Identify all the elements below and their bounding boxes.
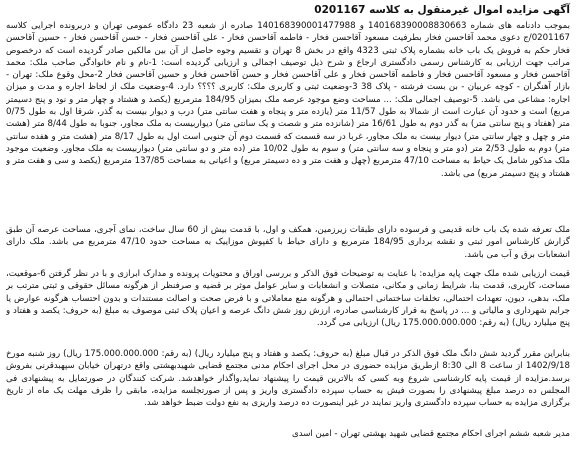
notice-paragraph-property-description: ملک تعرفه شده یک باب خانه قدیمی و فرسوده دارای طبقات زیرزمین، همکف و اول، با قدمت بیش از 60 سال ساخت، نمای آجری، مساحت عرصه آن طبق گزارش کارشناس امور ثبتی و نقشه برداری 184/95 مترمربع و دارای حیاط با کفپوش موزاییک به مساحت حدود 47/10 مترمربع می باشد. ملک دارای انشعابات برق و آب می باشد. bbox=[6, 225, 570, 260]
notice-paragraph-valuation: قیمت ارزیابی شده ملک جهت پایه مزایده: با عنایت به توضیحات فوق الذکر و بررسی اوراق و محتویات پرونده و مدارک ابرازی و با در نظر گرفتن 6-موقعیت، مساحت، کاربری، قدمت بنا، شرایط زمانی و مکانی، متصلات و انشعابات و سایر عوامل موثر بر قضیه و صرفنظر از هرگونه مسائل حقوقی و ثبتی مترتب بر ملک، بدهی، دیون، تعهدات احتمالی، تخلفات ساختمانی احتمالی و هرگونه منع معاملاتی و با فرض صحت و اصالت مستندات و بدون احتساب هرگونه عوارض یا جرایم شهرداری و مالیاتی و ... در پاسخ به قرار کارشناسی صادره، ارزش روز شش دانگ عرصه و اعیان پلاک ثبتی موصوف به مبلغ (به حروف: یکصد و هفتاد و پنج میلیارد ریال) (به رقم: 175.000.000.000 ریال) ارزیابی می گردد. bbox=[6, 269, 570, 329]
notice-signature: مدیر شعبه ششم اجرای احکام مجتمع قضایی شهید بهشتی تهران - امین اسدی bbox=[291, 429, 570, 439]
notice-title: آگهی مزایده اموال غیرمنقول به کلاسه 0201167 bbox=[314, 4, 570, 16]
notice-paragraph-case-details: بموجب دادنامه های شماره 140168390008830663 و 140168390001477988 صادره از شعبه 23 دادگاه عمومی تهران و دربرونده اجرایی کلاسه 0201167/ج دعوی محمد آقاحسن فخار بطرفیت مسعود آقاحسن فخار - فاطمه آقاحسن فخار - علی آقاحسن فخار - حسن آقاحسن فخار - حسین آقاحسن فخار حکم به فروش یک باب خانه بشماره پلاک ثبتی 4323 واقع در بخش 8 تهران و تقسیم وجوه حاصل از آن بین مالکین صادر گردیده است که درخصوص مراتب جهت ارزیابی به کارشناس رسمی دادگستری ارجاع و شرح ذیل توصیف اجمالی و ارزیابی گردیده است: 1-نام و نام خانوادگی صاحب ملک: محمد آقاحسن فخار و مسعود آقاحسن فخار و فاطمه آقاحسن فخار و علی آقاحسن فخار و حسن آقاحسن فخار و حسین آقاحسن فخار 2-محل وقوع ملک: تهران - بازار آهنگران - کوچه عربیان - بن بست فرشته - پلاک 38 3-وضعیت ثبتی و کاربری ملک: کاربری ؟؟؟؟ دارد. 4-وضعیت ملک از لحاظ اجاره و مدت و میزان اجاره: مشاعی می باشد. 5-توصیف اجمالی ملک: ... مساحت وضع موجود عرصه ملک بمیزان 184/95 مترمربع (یکصد و هشتاد و چهار متر و نود و پنج دسیمتر مربع) است و حدود آن عبارت است از شمالا به طول 11/57 متر (یازده متر و پنجاه و هفت سانتی متر) درب و دیوار بیست به گذر، شرقا اول به طول 0/75 متر (هفتاد و پنج سانتی متر) به گذر دوم به طول 16/61 متر (شانزده متر و شصت و یک سانتی متر) دیواربیست به ملک مجاور، جنوبا به طول 8/44 متر (هشت متر و چهل و چهار سانتی متر) دیوار بیست به ملک مجاور، غربا در سه قسمت که قسمت دوم آن جنوبی است اول به طول 8/17 متر (هشت متر و هفده سانتی متر) دوم به طول 2/53 متر (دو متر و پنجاه و سه سانتی متر) و سوم به طول 10/02 متر (ده متر و دو سانتی متر) دیواربیست به ملک مجاور. وضعیت موجود ملک مذکور شامل یک حیاط به مساحت 47/10 مترمربع (چهل و هفت متر و ده دسیمتر مربع) و اعیانی به مساحت 137/85 مترمربع (یکصد و سی و هفت متر و هشتاد و پنج دسیمتر مربع) می باشد. bbox=[6, 21, 570, 179]
notice-paragraph-auction-terms: بنابراین مقرر گردید شش دانگ ملک فوق الذکر در قبال مبلغ (به حروف: یکصد و هفتاد و پنج میلیارد ریال) (به رقم: 175.000.000.000 ریال) روز شنبه مورخ 1402/9/18 از ساعت 8 الی 8:30 ازطریق مزایده حضوری در محل اجرای احکام مدنی مجتمع قضایی شهیدبهشتی واقع درتهران خیابان سپهبدقرنی بفروش برسد.مزایده از قیمت پایه کارشناسی شروع وبه کسی که بالاترین قیمت را پیشنهاد نماید,واگذار خواهدشد. شرکت کنندگان در صورتمایل به پیشنهادی فی المجلس ده درصد مبلغ پیشنهادی را بصورت فیش به حساب سپرده دادگستری واریز و پس از صورتجلسه مزایده، مابقی را ظرف مهلت یک ماه از تاریخ برگزاری مزایده به حساب سپرده دادگستری واریز نمایند در غیر اینصورت ده درصد واریزی به نفع دولت ضبط خواهد شد. bbox=[6, 349, 570, 409]
